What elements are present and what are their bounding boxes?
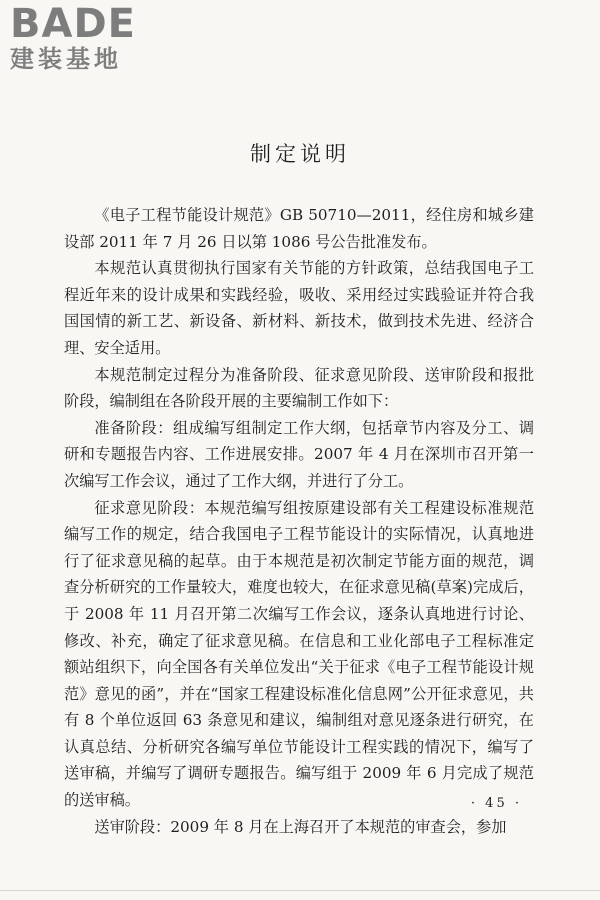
logo-subtitle: 建装基地 — [10, 45, 122, 73]
bade-logo — [10, 1, 136, 73]
page-title: 制定说明 — [250, 142, 350, 166]
paragraph-publication: 《电子工程节能设计规范》GB 50710—2011，经住房和城乡建设部 2011 年 7 月 26 日以第 1086 号公告批准发布。 — [64, 206, 534, 251]
paragraph-review-stage: 送审阶段：2009 年 8 月在上海召开了本规范的审查会，参加 — [94, 817, 507, 836]
paragraph-process: 本规范制定过程分为准备阶段、征求意见阶段、送审阶段和报批阶段，编制组在各阶段开展的主要编制工作如下： — [64, 365, 534, 411]
logo-mark: BADE — [10, 1, 136, 47]
paragraph-preparation-stage: 准备阶段：组成编写组制定工作大纲，包括章节内容及分工、调研和专题报告内容、工作进展安排。2007 年 4 月在深圳市召开第一次编写工作会议，通过了工作大纲，并进行了分工。 — [64, 418, 534, 490]
paragraph-principles: 本规范认真贯彻执行国家有关节能的方针政策，总结我国电子工程近年来的设计成果和实践经验，吸收、采用经过实践验证并符合我国国情的新工艺、新设备、新材料、新技术，做到技术先进、经济合理、安全适用。 — [64, 259, 534, 357]
document-body — [64, 202, 534, 840]
page-edge-divider — [0, 890, 600, 891]
paragraph-consultation-stage: 征求意见阶段：本规范编写组按原建设部有关工程建设标准规范编写工作的规定，结合我国电子工程节能设计的实际情况，认真地进行了征求意见稿的起草。由于本规范是初次制定节能方面的规范，调查分析研究的工作量较大，难度也较大，在征求意见稿(草案)完成后，于 2008 年 11 月召开第二次编写工作会议，逐条认真地进行讨论、修改、补充，确定了征求意见稿。在信息和工业化部电子工程标准定额站组织下，向全国各有关单位发出“关于征求《电子工程节能设计规范》意见的函”，并在“国家工程建设标准化信息网”公开征求意见，共有 8 个单位返回 63 条意见和建议，编制组对意见逐条进行研究，在认真总结、分析研究各编写单位节能设计工程实践的情况下，编写了送审稿，并编写了调研专题报告。编写组于 2009 年 6 月完成了规范的送审稿。 — [64, 498, 534, 810]
page-number: · 45 · — [470, 796, 522, 811]
